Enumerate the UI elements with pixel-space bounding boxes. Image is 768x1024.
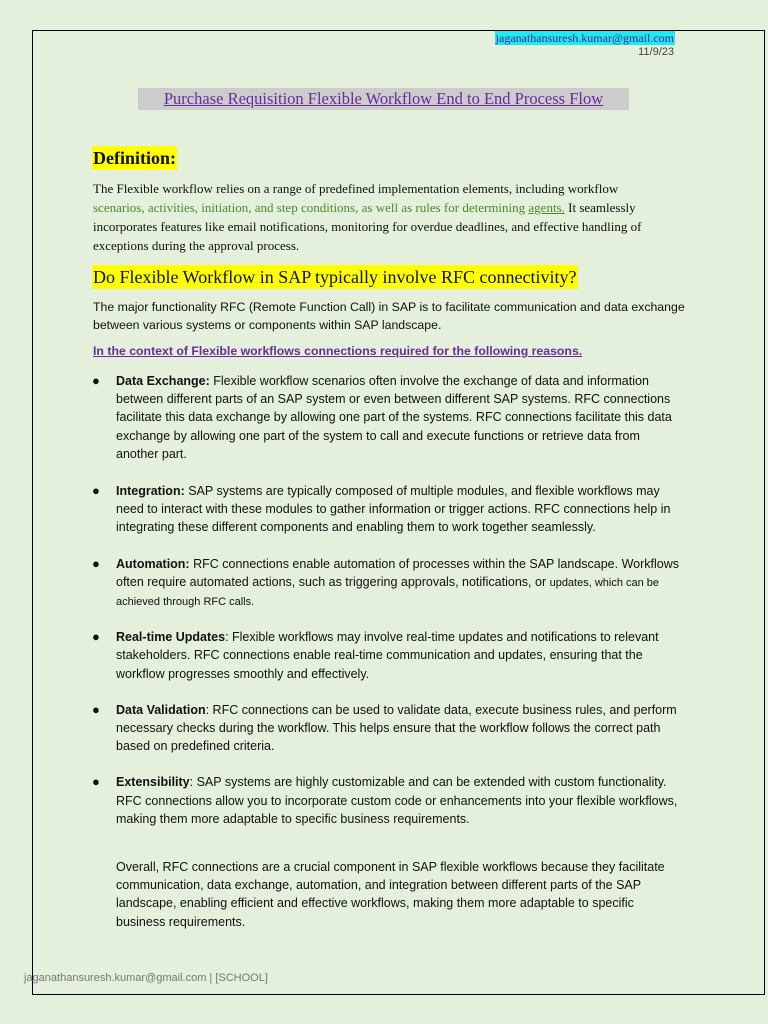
header-date: 11/9/23 [638, 46, 674, 58]
bullet-icon: ● [92, 483, 100, 499]
bullet-icon: ● [92, 555, 100, 571]
list-item [92, 555, 682, 612]
overall-paragraph: Overall, RFC connections are a crucial component in SAP flexible workflows because they facilitate communication, data exchange, automation, and integration between different parts of the SAP landscape, enabling efficient and effective workflows, making them more adaptable to specific business requirements. [116, 860, 665, 929]
bullet-title: Data Exchange: [116, 374, 210, 388]
bullet-text: : RFC connections can be used to validate data, execute business rules, and perform necessary checks during the workflow. This helps ensure that the workflow follows the correct path based on predefined criteria. [116, 702, 677, 754]
bullet-small-text: updates, which can be achieved through RFC calls. [116, 576, 660, 609]
bullet-icon: ● [92, 701, 100, 717]
bullet-title: Data Validation [116, 702, 206, 717]
document-title: Purchase Requisition Flexible Workflow End to End Process Flow [138, 88, 629, 110]
bullet-title: Integration: [116, 484, 185, 499]
definition-paragraph [93, 179, 653, 255]
bullet-text: : SAP systems are highly customizable and can be extended with custom functionality. RFC connections allow you to incorporate custom code or enhancements into your flexible workflows, making them more adaptable to specific business requirements. [116, 775, 678, 826]
list-item [92, 482, 682, 538]
list-item [92, 372, 682, 464]
bullet-title: Extensibility [116, 775, 190, 790]
bullet-title: Automation: [116, 556, 190, 571]
reasons-list [92, 372, 682, 829]
list-item [92, 773, 682, 829]
definition-text-1: The Flexible workflow relies on a range of predefined implementation elements, including workflow [93, 181, 619, 196]
bullet-icon: ● [92, 774, 100, 790]
definition-highlight-1: scenarios, activities, initiation, and step conditions, as well as rules for determining [93, 200, 529, 215]
header-email[interactable]: jaganathansuresh.kumar@gmail.com [495, 31, 674, 45]
footer-text: jaganathansuresh.kumar@gmail.com | [SCHOOL] [24, 972, 268, 984]
rfc-context-line: In the context of Flexible workflows connections required for the following reasons. [93, 344, 583, 358]
bullet-text: SAP systems are typically composed of multiple modules, and flexible workflows may need to interact with these modules to gather information or trigger actions. RFC connections help in integrating these different components and enabling them to work together seamlessly. [116, 484, 671, 535]
definition-text-2: It seamlessly incorporates features like email notifications, monitoring for overdue deadlines, and effective handling of exceptions during the approval process. [93, 200, 642, 253]
bullet-text: RFC connections enable automation of processes within the SAP landscape. Workflows often require automated actions, such as triggering approvals, notifications, or [116, 556, 679, 589]
bullet-icon: ● [92, 373, 100, 388]
list-item [92, 701, 682, 757]
rfc-heading: Do Flexible Workflow in SAP typically involve RFC connectivity? [93, 267, 577, 287]
list-item [92, 628, 682, 684]
bullet-icon: ● [92, 629, 100, 645]
bullet-title: Real-time Updates [116, 630, 226, 645]
bullet-text: Flexible workflow scenarios often involve the exchange of data and information between different parts of an SAP system or even between different SAP systems. RFC connections facilitate this data exchange by allowing one part of the systems. RFC connections facilitate this data exchange by allowing one part of the system to call and execute functions or retrieve data from another part. [116, 374, 672, 461]
bullet-text: : Flexible workflows may involve real-time updates and notifications to relevant stakeholders. RFC connections enable real-time communication and updates, ensuring that the workflow progresses smoothly and effectively. [116, 630, 659, 681]
definition-heading: Definition: [93, 148, 176, 168]
rfc-intro-paragraph: The major functionality RFC (Remote Function Call) in SAP is to facilitate communication and data exchange between various systems or components within SAP landscape. [93, 300, 685, 332]
definition-highlight-2: agents. [528, 200, 565, 215]
